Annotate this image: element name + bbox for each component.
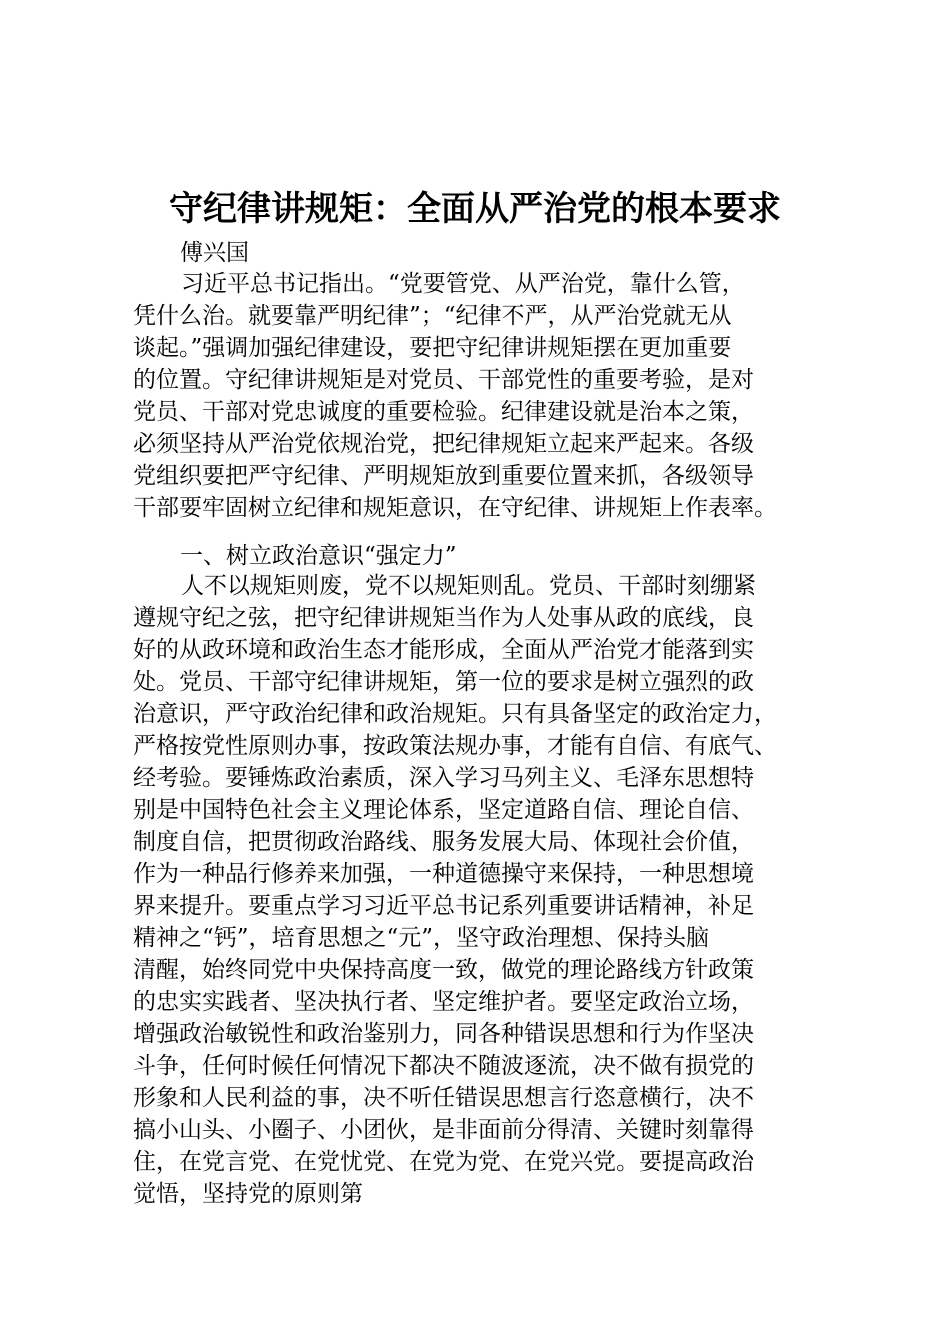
- paragraph-line: 增强政治敏锐性和政治鉴别力，同各种错误思想和行为作坚决: [133, 1021, 754, 1047]
- paragraph-line: 清醒，始终同党中央保持高度一致，做党的理论路线方针政策: [133, 957, 754, 983]
- author-name: 傅兴国: [180, 240, 249, 266]
- paragraph-line: 干部要牢固树立纪律和规矩意识，在守纪律、讲规矩上作表率。: [133, 495, 777, 521]
- paragraph-section1: [133, 570, 853, 1210]
- paragraph-line: 住，在党言党、在党忧党、在党为党、在党兴党。要提高政治: [133, 1149, 754, 1175]
- paragraph-line: 党组织要把严守纪律、严明规矩放到重要位置来抓，各级领导: [133, 463, 754, 489]
- paragraph-line: 凭什么治。就要靠严明纪律”；“纪律不严，从严治党就无从: [133, 303, 732, 329]
- paragraph-line: 必须坚持从严治党依规治党，把纪律规矩立起来严起来。各级: [133, 431, 754, 457]
- paragraph-line: 处。党员、干部守纪律讲规矩，第一位的要求是树立强烈的政: [133, 669, 754, 695]
- paragraph-line: 的忠实实践者、坚决执行者、坚定维护者。要坚定政治立场，: [133, 989, 754, 1015]
- paragraph-line: 经考验。要锤炼政治素质，深入学习马列主义、毛泽东思想特: [133, 765, 754, 791]
- paragraph-line: 习近平总书记指出。“党要管党、从严治党，靠什么管，: [181, 271, 745, 297]
- paragraph-line: 精神之“钙”，培育思想之“元”，坚守政治理想、保持头脑: [133, 925, 710, 951]
- paragraph-line: 斗争，任何时候任何情况下都决不随波逐流，决不做有损党的: [133, 1053, 754, 1079]
- paragraph-line: 遵规守纪之弦，把守纪律讲规矩当作为人处事从政的底线，良: [133, 605, 754, 631]
- paragraph-line: 的位置。守纪律讲规矩是对党员、干部党性的重要考验，是对: [133, 367, 754, 393]
- paragraph-line: 谈起。”强调加强纪律建设，要把守纪律讲规矩摆在更加重要: [133, 335, 732, 361]
- paragraph-line: 好的从政环境和政治生态才能形成，全面从严治党才能落到实: [133, 637, 754, 663]
- paragraph-line: 别是中国特色社会主义理论体系，坚定道路自信、理论自信、: [133, 797, 754, 823]
- paragraph-line: 治意识，严守政治纪律和政治规矩。只有具备坚定的政治定力，: [133, 701, 777, 727]
- paragraph-line: 搞小山头、小圈子、小团伙，是非面前分得清、关键时刻靠得: [133, 1117, 754, 1143]
- section-heading: 一、树立政治意识“强定力”: [180, 543, 457, 569]
- paragraph-line: 形象和人民利益的事，决不听任错误思想言行恣意横行，决不: [133, 1085, 754, 1111]
- paragraph-intro: [133, 268, 853, 524]
- document-title: 守纪律讲规矩：全面从严治党的根本要求: [169, 189, 781, 229]
- paragraph-line: 严格按党性原则办事，按政策法规办事，才能有自信、有底气、: [133, 733, 777, 759]
- paragraph-line: 觉悟，坚持党的原则第: [133, 1181, 363, 1207]
- paragraph-line: 作为一种品行修养来加强，一种道德操守来保持，一种思想境: [133, 861, 754, 887]
- paragraph-line: 界来提升。要重点学习习近平总书记系列重要讲话精神，补足: [133, 893, 754, 919]
- paragraph-line: 制度自信，把贯彻政治路线、服务发展大局、体现社会价值，: [133, 829, 754, 855]
- paragraph-line: 人不以规矩则废，党不以规矩则乱。党员、干部时刻绷紧: [181, 573, 756, 599]
- paragraph-line: 党员、干部对党忠诚度的重要检验。纪律建设就是治本之策，: [133, 399, 754, 425]
